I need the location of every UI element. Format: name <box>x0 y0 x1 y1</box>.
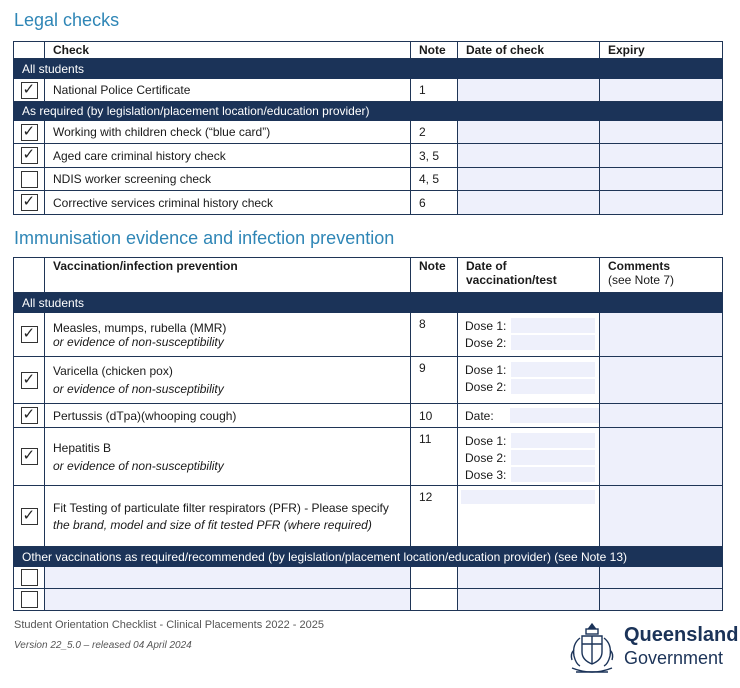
check-mark-icon: ✓ <box>22 446 36 464</box>
band-other-vaccinations: Other vaccinations as required/recommended (by legislation/placement location/education provider) (see Note 13) <box>14 547 723 567</box>
table-row <box>14 486 723 547</box>
table-row <box>14 79 723 102</box>
col-note-header: Note <box>411 42 458 59</box>
dose-label: Dose 2: <box>465 335 507 350</box>
table-row <box>14 121 723 144</box>
vacc-sub: or evidence of non-susceptibility <box>53 382 224 396</box>
col-expiry-header: Expiry <box>600 42 723 59</box>
comments-field[interactable] <box>600 428 723 486</box>
immunisation-table <box>13 257 723 611</box>
checkbox[interactable] <box>21 505 38 525</box>
expiry-field[interactable] <box>600 191 723 215</box>
date-of-check-field[interactable] <box>458 79 600 102</box>
other-vaccination-field[interactable] <box>45 589 411 611</box>
comments-note: (see Note 7) <box>608 273 675 287</box>
date-field[interactable] <box>458 567 600 589</box>
date-of-check-field[interactable] <box>458 121 600 144</box>
dose-label: Dose 1: <box>465 433 507 448</box>
note-ref: 2 <box>411 121 458 144</box>
dose-date-field[interactable] <box>511 433 595 448</box>
other-vaccination-field[interactable] <box>45 567 411 589</box>
note-cell[interactable] <box>411 567 458 589</box>
checkbox[interactable] <box>21 407 38 424</box>
vacc-sub: the brand, model and size of fit tested PFR (where required) <box>53 517 372 532</box>
comments-field[interactable] <box>600 567 723 589</box>
checkbox[interactable] <box>21 448 38 465</box>
dose-date-field[interactable] <box>511 379 595 394</box>
col-note-header: Note <box>411 258 458 293</box>
queensland-crest-icon <box>566 620 618 676</box>
dose-date-field[interactable] <box>511 450 595 465</box>
band-all-students: All students <box>14 293 723 313</box>
checkbox[interactable] <box>21 147 38 164</box>
comments-label: Comments <box>608 259 671 273</box>
table-row <box>14 404 723 428</box>
check-mark-icon: ✓ <box>22 505 36 524</box>
checkbox[interactable] <box>21 591 38 608</box>
date-of-check-field[interactable] <box>458 168 600 191</box>
checkbox[interactable] <box>21 121 38 141</box>
legal-checks-table <box>13 41 723 215</box>
col-comments-header <box>600 258 723 293</box>
dose-label: Dose 1: <box>465 318 507 333</box>
col-date-header: Date of vaccination/test <box>458 258 600 293</box>
band-all-students: All students <box>14 59 723 79</box>
note-ref: 4, 5 <box>411 168 458 191</box>
vacc-label: Varicella (chicken pox) <box>53 364 173 378</box>
note-ref: 10 <box>411 404 458 428</box>
note-ref: 9 <box>411 357 458 404</box>
logo-text-queensland: Queensland <box>624 624 739 646</box>
comments-field[interactable] <box>600 357 723 404</box>
checkbox[interactable] <box>21 194 38 211</box>
vacc-sub: or evidence of non-susceptibility <box>53 458 224 473</box>
comments-field[interactable] <box>600 313 723 357</box>
vacc-label: Fit Testing of particulate filter respirators (PFR) - Please specify <box>53 500 389 515</box>
col-date-header: Date of check <box>458 42 600 59</box>
note-ref: 11 <box>411 428 458 486</box>
check-label: NDIS worker screening check <box>45 168 411 191</box>
check-mark-icon: ✓ <box>22 121 36 140</box>
check-label: Aged care criminal history check <box>45 144 411 168</box>
table-row <box>14 144 723 168</box>
dose-label: Dose 3: <box>465 467 507 482</box>
comments-field[interactable] <box>600 589 723 611</box>
note-ref: 3, 5 <box>411 144 458 168</box>
note-ref: 1 <box>411 79 458 102</box>
immunisation-title: Immunisation evidence and infection prevention <box>14 228 395 248</box>
check-label: Working with children check (“blue card”) <box>45 121 411 144</box>
date-of-check-field[interactable] <box>458 191 600 215</box>
checkbox[interactable] <box>21 326 38 343</box>
table-row <box>14 313 723 357</box>
note-ref: 6 <box>411 191 458 215</box>
dose-label: Dose 1: <box>465 362 507 377</box>
check-mark-icon: ✓ <box>22 145 36 163</box>
version-footer: Version 22_5.0 – released 04 April 2024 <box>14 640 192 651</box>
vacc-sub: or evidence of non-susceptibility <box>53 334 224 349</box>
comments-field[interactable] <box>600 486 723 547</box>
checkbox[interactable] <box>21 79 38 99</box>
expiry-field[interactable] <box>600 144 723 168</box>
check-mark-icon: ✓ <box>22 369 36 388</box>
check-label: National Police Certificate <box>45 79 411 102</box>
date-of-check-field[interactable] <box>458 144 600 168</box>
expiry-field[interactable] <box>600 121 723 144</box>
table-row <box>14 191 723 215</box>
checkbox[interactable] <box>21 369 38 389</box>
dose-date-field[interactable] <box>511 335 595 350</box>
check-mark-icon: ✓ <box>22 79 36 98</box>
table-row <box>14 357 723 404</box>
legal-checks-title: Legal checks <box>14 10 120 30</box>
note-ref: 8 <box>411 313 458 357</box>
table-row <box>14 567 723 589</box>
table-row <box>14 168 723 191</box>
dose-date-field[interactable] <box>511 362 595 377</box>
note-ref: 12 <box>411 486 458 547</box>
date-field[interactable] <box>458 589 600 611</box>
checkbox[interactable] <box>21 569 38 586</box>
dose-label: Dose 2: <box>465 379 507 394</box>
dose-date-field[interactable] <box>511 318 595 333</box>
check-label: Corrective services criminal history check <box>45 191 411 215</box>
dose-label: Dose 2: <box>465 450 507 465</box>
vacc-label: Pertussis (dTpa)(whooping cough) <box>45 404 411 428</box>
check-mark-icon: ✓ <box>22 405 36 423</box>
checkbox[interactable] <box>21 171 38 188</box>
check-mark-icon: ✓ <box>22 192 36 210</box>
check-mark-icon: ✓ <box>22 324 36 342</box>
note-cell[interactable] <box>411 589 458 611</box>
band-as-required: As required (by legislation/placement location/education provider) <box>14 102 723 121</box>
logo-text-government: Government <box>624 648 724 668</box>
queensland-government-logo <box>566 620 739 676</box>
comments-field[interactable] <box>600 404 723 428</box>
dose-label: Date: <box>465 408 494 423</box>
expiry-field[interactable] <box>600 79 723 102</box>
col-check-header: Check <box>45 42 411 59</box>
expiry-field[interactable] <box>600 168 723 191</box>
table-row <box>14 589 723 611</box>
vacc-label: Hepatitis B <box>53 440 112 455</box>
col-vacc-header: Vaccination/infection prevention <box>45 258 411 293</box>
dose-date-field[interactable] <box>511 467 595 482</box>
fit-test-field[interactable] <box>461 490 595 504</box>
table-row <box>14 428 723 486</box>
dose-date-field[interactable] <box>510 408 599 423</box>
vacc-label: Measles, mumps, rubella (MMR) <box>53 320 227 335</box>
document-title-footer: Student Orientation Checklist - Clinical Placements 2022 - 2025 <box>14 619 324 631</box>
